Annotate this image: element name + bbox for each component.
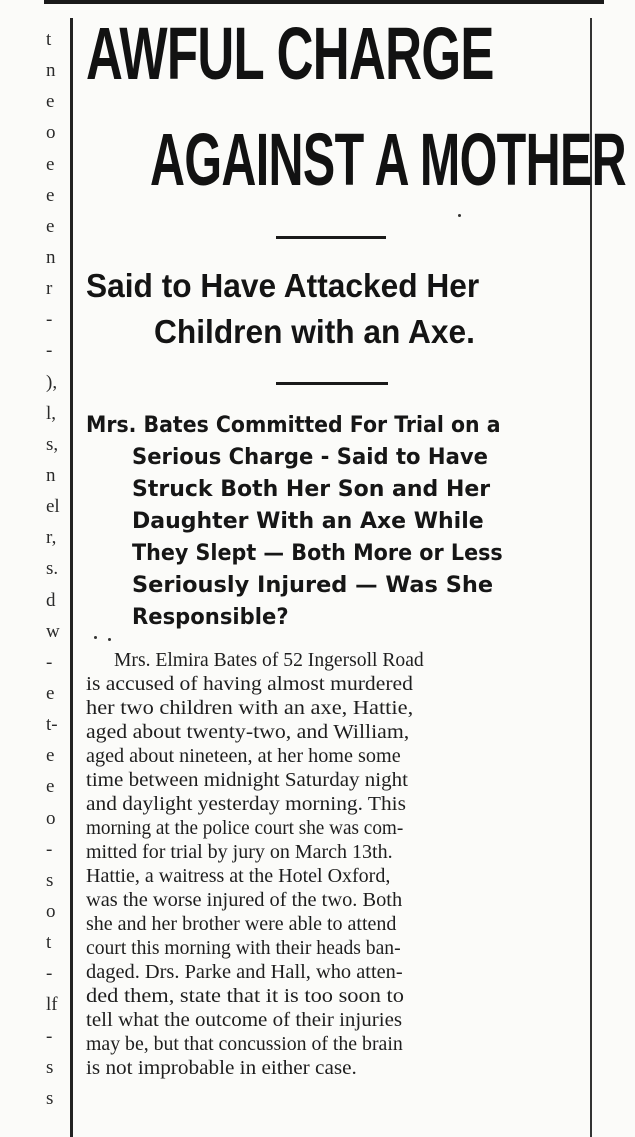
article-line: is accused of having almost murdered (86, 673, 413, 695)
article-line: time between midnight Saturday night (86, 769, 408, 791)
adjacent-column-fragment: e (46, 776, 55, 798)
article-line: and daylight yesterday morning. This (86, 793, 406, 815)
article-line: she and her brother were able to attend (86, 913, 397, 935)
adjacent-column-fragment: w (46, 620, 60, 642)
adjacent-column-fragment: - (46, 1025, 53, 1047)
adjacent-column-fragment: e (46, 91, 55, 113)
adjacent-column-fragment: o (46, 807, 56, 829)
article-line: Hattie, a waitress at the Hotel Oxford, (86, 865, 391, 887)
headline-line-1: AWFUL CHARGE (86, 12, 494, 95)
headline-divider-rule (276, 236, 386, 239)
print-speck (94, 636, 97, 639)
article-line: her two children with an axe, Hattie, (86, 697, 414, 719)
adjacent-column-fragment: s (46, 869, 54, 891)
article-line: mitted for trial by jury on March 13th. (86, 841, 393, 863)
adjacent-column-fragment: o (46, 122, 56, 144)
adjacent-column-fragment: s, (46, 433, 59, 455)
adjacent-column-fragment: t (46, 932, 52, 954)
adjacent-column-fragment: d (46, 589, 56, 611)
adjacent-column-fragment: l, (46, 402, 57, 424)
headline-line-2: AGAINST A MOTHER (150, 118, 627, 201)
adjacent-column-fragment: ), (46, 371, 58, 393)
adjacent-column-fragment: e (46, 683, 55, 704)
adjacent-column-fragment: - (46, 340, 53, 362)
deck-line: Responsible? (132, 605, 289, 630)
adjacent-column-fragment: - (46, 309, 53, 331)
adjacent-column-fragment: t (46, 29, 52, 50)
adjacent-column-fragment: lf (46, 994, 58, 1016)
adjacent-column-left (44, 0, 66, 1137)
article-line: aged about nineteen, at her home some (86, 745, 401, 767)
adjacent-column-fragment: e (46, 745, 55, 767)
adjacent-column-fragment: s (46, 1087, 54, 1109)
subheadline-line-1: Said to Have Attacked Her (86, 267, 480, 304)
deck-line: Struck Both Her Son and Her (132, 477, 491, 502)
deck-line: Serious Charge - Said to Have (132, 445, 488, 470)
adjacent-column-fragment: s. (46, 558, 59, 580)
article-column (78, 0, 627, 1137)
adjacent-column-fragment: - (46, 838, 53, 860)
adjacent-column-fragment: e (46, 184, 55, 206)
deck-line: Mrs. Bates Committed For Trial on a (86, 413, 501, 438)
deck-line: Seriously Injured — Was She (132, 573, 494, 598)
adjacent-column-fragment: e (46, 215, 55, 237)
article-line: was the worse injured of the two. Both (86, 889, 403, 911)
adjacent-column-fragment: r (46, 278, 53, 300)
adjacent-column-fragment: el (46, 496, 60, 518)
adjacent-column-fragment: s (46, 1056, 54, 1078)
adjacent-column-fragment: r, (46, 527, 57, 549)
article-line: daged. Drs. Parke and Hall, who atten- (86, 961, 403, 983)
subheadline-divider-rule (276, 382, 388, 385)
adjacent-column-fragment: - (46, 963, 53, 985)
article-line: aged about twenty-two, and William, (86, 721, 410, 743)
deck-line: Daughter With an Axe While (132, 509, 484, 534)
adjacent-column-fragment: n (46, 60, 56, 82)
article-line: may be, but that concussion of the brain (86, 1033, 403, 1055)
adjacent-column-fragment: - (46, 651, 53, 673)
adjacent-column-fragment: o (46, 901, 56, 922)
adjacent-column-fragment: e (46, 153, 55, 175)
article-line: tell what the outcome of their injuries (86, 1009, 403, 1031)
article-line: Mrs. Elmira Bates of 52 Ingersoll Road (114, 649, 424, 671)
deck-line: They Slept — Both More or Less (132, 541, 503, 566)
article-line: ded them, state that it is too soon to (86, 985, 404, 1007)
print-speck (108, 638, 111, 641)
article-line: court this morning with their heads ban- (86, 937, 401, 959)
article-line: is not improbable in either case. (86, 1057, 357, 1079)
subheadline-line-2: Children with an Axe. (154, 313, 475, 350)
adjacent-column-fragment: n (46, 247, 56, 268)
article-line: morning at the police court she was com- (86, 817, 404, 839)
print-speck (458, 214, 461, 217)
adjacent-column-fragment: n (46, 465, 56, 486)
column-rule-left (70, 18, 73, 1137)
adjacent-column-fragment: t- (46, 714, 58, 736)
